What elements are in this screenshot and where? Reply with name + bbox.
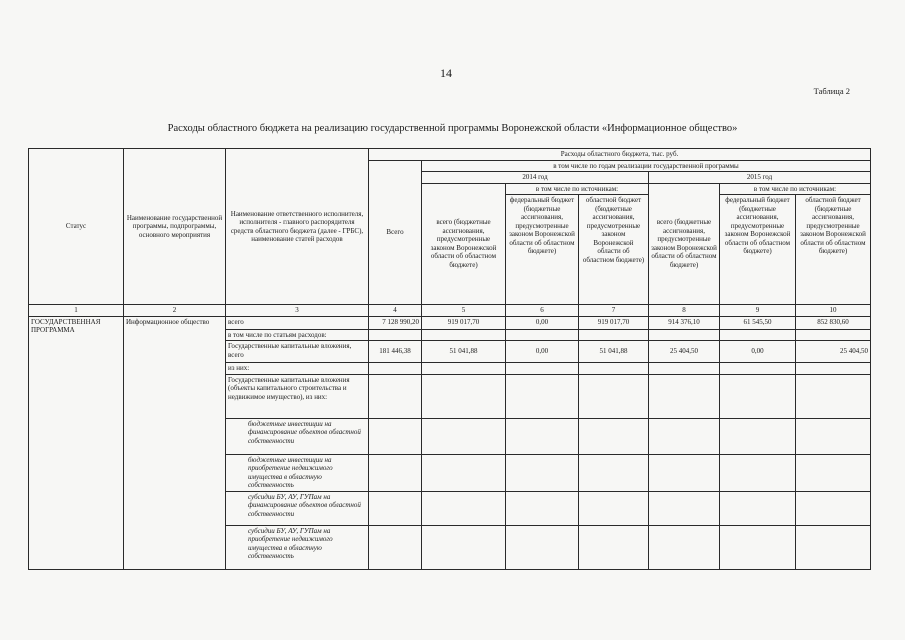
cell-regional-2015: 25 404,50: [796, 341, 871, 363]
header-year-2015: 2015 год: [649, 172, 871, 184]
col-number: 7: [579, 305, 649, 317]
row-label: субсидии БУ, АУ, ГУПам на финансирование объектов областной собственности: [226, 491, 369, 525]
program-cell: Информационное общество: [124, 316, 226, 569]
col-number: 10: [796, 305, 871, 317]
header-regional-2015: областной бюджет (бюджетные ассигнования, предусмотренные законом Воронежской области об областном бюджете): [796, 195, 871, 305]
row-label: Государственные капитальные вложения (объекты капитального строительства и недвижимое имущество), из них:: [226, 374, 369, 418]
cell-all-2014: 51 041,88: [422, 341, 506, 363]
header-program: Наименование государственной программы, подпрограммы, основного мероприятия: [124, 149, 226, 305]
cell-total: 181 446,38: [369, 341, 422, 363]
header-status: Статус: [29, 149, 124, 305]
cell-federal-2014: 0,00: [506, 316, 579, 329]
row-label: субсидии БУ, АУ, ГУПам на приобретение недвижимого имущества в областную собственность: [226, 525, 369, 569]
cell-regional-2015: 852 830,60: [796, 316, 871, 329]
col-number: 8: [649, 305, 720, 317]
table-label: Таблица 2: [813, 86, 850, 96]
cell-federal-2014: 0,00: [506, 341, 579, 363]
cell-all-2014: 919 017,70: [422, 316, 506, 329]
col-number: 5: [422, 305, 506, 317]
col-number: 9: [720, 305, 796, 317]
cell-regional-2014: 51 041,88: [579, 341, 649, 363]
cell-federal-2015: 61 545,50: [720, 316, 796, 329]
header-total: Всего: [369, 160, 422, 305]
header-federal-2015: федеральный бюджет (бюджетные ассигнования, предусмотренные законом Воронежской области об областном бюджете): [720, 195, 796, 305]
table-row: [29, 316, 871, 329]
row-label: всего: [226, 316, 369, 329]
header-sources-2014: в том числе по источникам:: [506, 183, 649, 195]
col-number: 1: [29, 305, 124, 317]
row-label: бюджетные инвестиции на финансирование объектов областной собственности: [226, 418, 369, 454]
header-regional-2014: областной бюджет (бюджетные ассигнования, предусмотренные законом Воронежской области об областном бюджете): [579, 195, 649, 305]
row-label: Государственные капитальные вложения, всего: [226, 341, 369, 363]
header-executor: Наименование ответственного исполнителя, исполнителя - главного распорядителя средств областного бюджета (далее - ГРБС), наименование статей расходов: [226, 149, 369, 305]
status-cell: ГОСУДАРСТВЕННАЯ ПРОГРАММА: [29, 316, 124, 569]
row-label: бюджетные инвестиции на приобретение недвижимого имущества в областную собственность: [226, 454, 369, 491]
row-label: в том числе по статьям расходов:: [226, 329, 369, 341]
header-all-2015: всего (бюджетные ассигнования, предусмотренные законом Воронежской области об областном бюджете): [649, 183, 720, 305]
header-by-years: в том числе по годам реализации государственной программы: [422, 160, 871, 172]
col-number: 2: [124, 305, 226, 317]
header-all-2014: всего (бюджетные ассигнования, предусмотренные законом Воронежской области об областном бюджете): [422, 183, 506, 305]
header-expenses: Расходы областного бюджета, тыс. руб.: [369, 149, 871, 161]
header-federal-2014: федеральный бюджет (бюджетные ассигнования, предусмотренные законом Воронежской области об областном бюджете): [506, 195, 579, 305]
cell-all-2015: 25 404,50: [649, 341, 720, 363]
page-number: 14: [440, 66, 452, 80]
cell-regional-2014: 919 017,70: [579, 316, 649, 329]
col-number: 3: [226, 305, 369, 317]
col-number: 6: [506, 305, 579, 317]
row-label: из них:: [226, 363, 369, 375]
header-year-2014: 2014 год: [422, 172, 649, 184]
cell-total: 7 128 990,20: [369, 316, 422, 329]
cell-all-2015: 914 376,10: [649, 316, 720, 329]
col-number: 4: [369, 305, 422, 317]
budget-table: [28, 148, 871, 570]
header-sources-2015: в том числе по источникам:: [720, 183, 871, 195]
cell-federal-2015: 0,00: [720, 341, 796, 363]
document-title: Расходы областного бюджета на реализацию государственной программы Воронежской области «Информационное общество»: [167, 123, 738, 134]
